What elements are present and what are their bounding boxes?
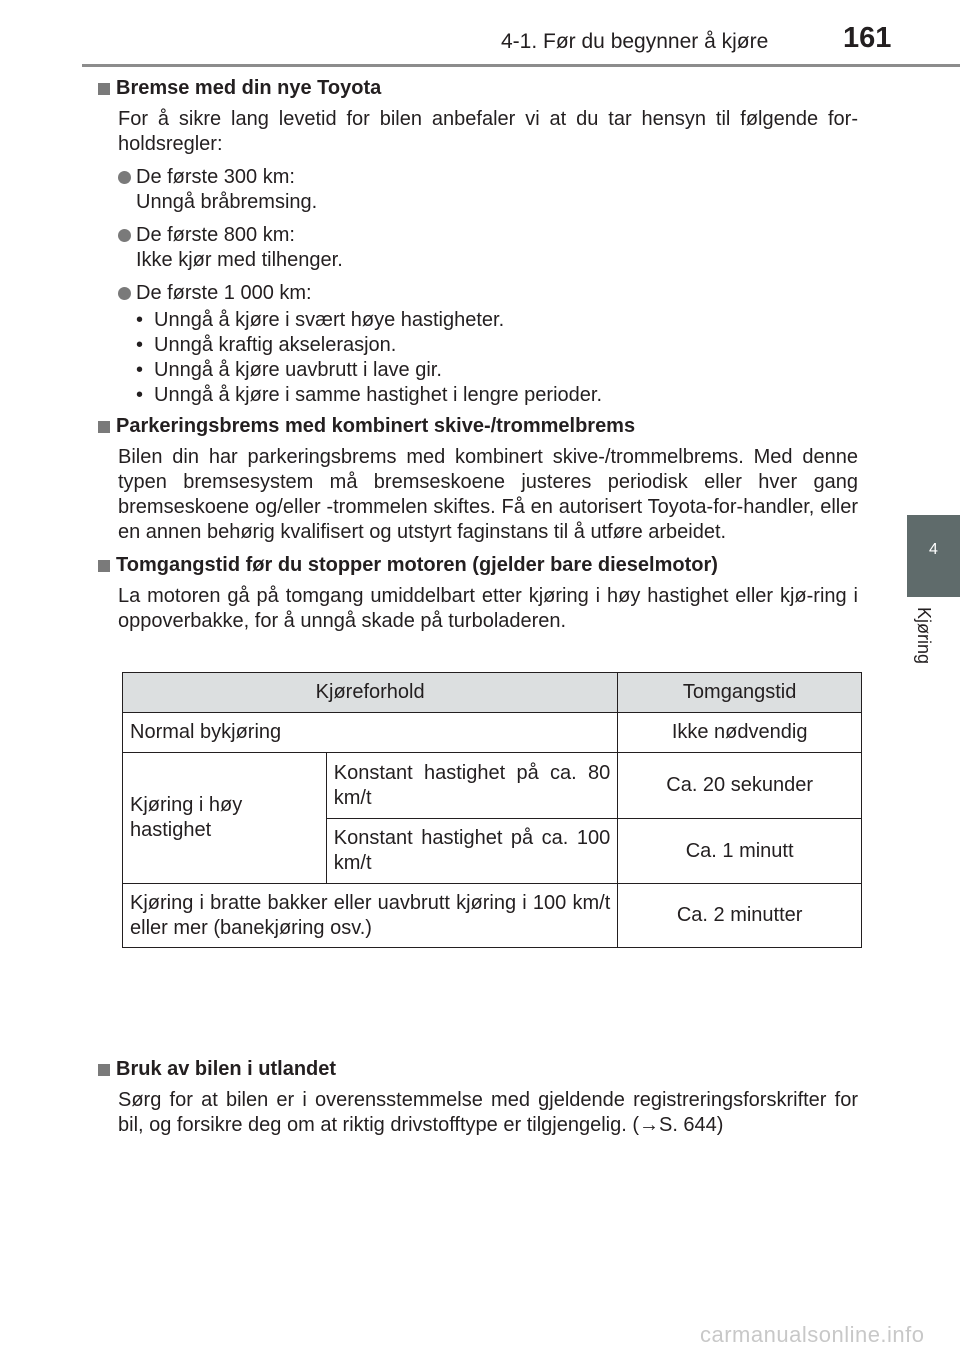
- brakes-heading: [98, 76, 858, 101]
- square-bullet-icon: [98, 421, 110, 433]
- table-cell: Kjøring i høy hastighet: [123, 753, 327, 884]
- table-cell: Ikke nødvendig: [618, 713, 862, 753]
- abroad-heading: [98, 1057, 858, 1082]
- parking-heading: [98, 414, 858, 439]
- table-cell: Normal bykjøring: [123, 713, 618, 753]
- abroad-heading-text: Bruk av bilen i utlandet: [116, 1058, 337, 1080]
- round-bullet-icon: [118, 287, 131, 300]
- sub-item-text: Unngå å kjøre uavbrutt i lave gir.: [154, 359, 442, 381]
- square-bullet-icon: [98, 560, 110, 572]
- table-row: [123, 753, 862, 819]
- table-cell: Ca. 20 sekunder: [618, 753, 862, 819]
- bullet-item: [118, 165, 858, 215]
- idle-heading-text: Tomgangstid før du stopper motoren (gjelder bare dieselmotor): [116, 554, 718, 576]
- idle-heading: [98, 553, 858, 578]
- brakes-intro: For å sikre lang levetid for bilen anbefaler vi at du tar hensyn til følgende for-holdsregler:: [118, 108, 858, 155]
- chapter-tab: [907, 515, 960, 597]
- chapter-number: 4: [929, 541, 938, 558]
- bullet-item: [118, 223, 858, 273]
- sub-item-text: Unngå kraftig akselerasjon.: [154, 334, 397, 356]
- idle-text: La motoren gå på tomgang umiddelbart etter kjøring i høy hastighet eller kjø-ring i oppoverbakke, for å unngå skade på turboladeren.: [118, 585, 858, 632]
- table-row: [123, 713, 862, 753]
- square-bullet-icon: [98, 1064, 110, 1076]
- header-divider: [82, 64, 960, 67]
- dot-marker-icon: •: [136, 334, 144, 356]
- main-content: [98, 76, 858, 642]
- brakes-heading-text: Bremse med din nye Toyota: [116, 77, 382, 99]
- round-bullet-icon: [118, 171, 131, 184]
- parking-heading-text: Parkeringsbrems med kombinert skive-/trommelbrems: [116, 415, 636, 437]
- table-header-cell: Kjøreforhold: [123, 673, 618, 713]
- sub-item: [136, 333, 858, 358]
- table-header-cell: Tomgangstid: [618, 673, 862, 713]
- idle-time-table: [122, 672, 862, 948]
- section-title: 4-1. Før du begynner å kjøre: [501, 30, 769, 53]
- square-bullet-icon: [98, 83, 110, 95]
- bullet-line: Unngå bråbremsing.: [136, 191, 318, 213]
- table-cell: Ca. 1 minutt: [618, 819, 862, 884]
- abroad-section: [98, 1057, 858, 1146]
- sub-item: [136, 308, 858, 333]
- sub-item: [136, 383, 858, 408]
- page-number: 161: [843, 22, 892, 54]
- dot-marker-icon: •: [136, 359, 144, 381]
- table-cell: Kjøring i bratte bakker eller uavbrutt kjøring i 100 km/t eller mer (banekjøring osv.): [123, 884, 618, 948]
- parking-text: Bilen din har parkeringsbrems med kombinert skive-/trommelbrems. Med denne typen bremsesystem må bremseskoene justeres periodisk eller hver gang bremseskoene og/eller -trommelen skiftes. Få en autorisert Toyota-for-handler, eller en annen behørig kvalifisert og utstyrt faginstans til å utføre arbeidet.: [118, 446, 858, 543]
- bullet-item: [118, 281, 858, 306]
- table-cell: Ca. 2 minutter: [618, 884, 862, 948]
- dot-marker-icon: •: [136, 384, 144, 406]
- bullet-line: De første 800 km:: [136, 224, 295, 246]
- abroad-text: Sørg for at bilen er i overensstemmelse med gjeldende registreringsforskrifter for bil, og forsikre deg om at riktig drivstofftype er tilgjengelig. (→S. 644): [118, 1089, 858, 1136]
- table-header-row: [123, 673, 862, 713]
- sub-item-text: Unngå å kjøre i samme hastighet i lengre perioder.: [154, 384, 603, 406]
- table-cell: Konstant hastighet på ca. 100 km/t: [326, 819, 618, 884]
- sub-item-text: Unngå å kjøre i svært høye hastigheter.: [154, 309, 505, 331]
- bullet-line: De første 1 000 km:: [136, 282, 312, 304]
- table-cell: Konstant hastighet på ca. 80 km/t: [326, 753, 618, 819]
- bullet-line: De første 300 km:: [136, 166, 295, 188]
- sub-list: [136, 308, 858, 408]
- bullet-line: Ikke kjør med tilhenger.: [136, 249, 343, 271]
- round-bullet-icon: [118, 229, 131, 242]
- sub-item: [136, 358, 858, 383]
- chapter-label: [912, 607, 956, 687]
- table-row: [123, 884, 862, 948]
- dot-marker-icon: •: [136, 309, 144, 331]
- chapter-label-text: Kjøring: [914, 607, 934, 665]
- watermark: carmanualsonline.info: [700, 1322, 925, 1347]
